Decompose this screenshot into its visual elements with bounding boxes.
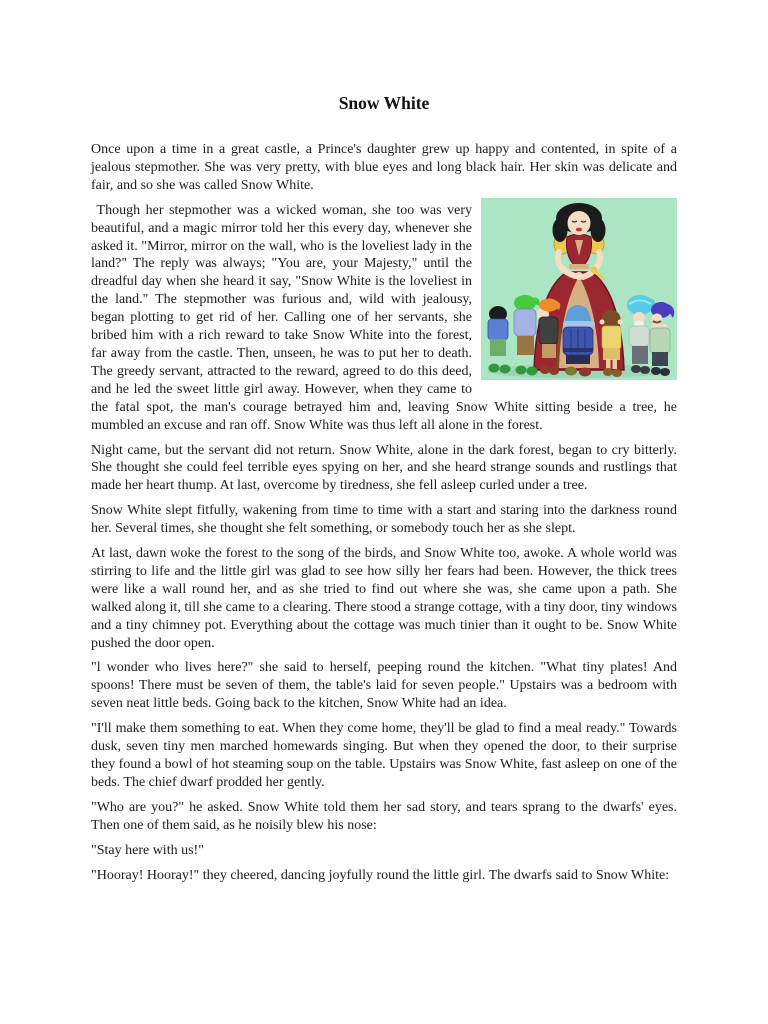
story-illustration-svg bbox=[481, 198, 677, 380]
story-paragraph-5: At last, dawn woke the forest to the song of the birds, and Snow White too, awoke. A whole world was stirring to life and the little girl was glad to see how silly her fears had been. However, the thick trees were like a wall round her, and as she tried to find out where she was, she came upon a path. She walked along it, till she came to a clearing. There stood a strange cottage, with a tiny door, tiny windows and a tiny chimney pot. Everything about the cottage was much tinier than it ought to be. Snow White pushed the door open. bbox=[91, 546, 677, 651]
snow-white-hair-left bbox=[553, 218, 568, 242]
snow-white-hair-right bbox=[591, 218, 606, 242]
story-paragraph-2: Though her stepmother was a wicked woman, she too was very beautiful, and a magic mirror told her this every day, whenever she asked it. "Mirror, mirror on the wall, who is the loveliest lady in the land?" The reply was always; "You are, your Majesty," until the dreadful day when she heard it say, "Snow White is the loveliest in the land." The stepmother was furious and, wild with jealousy, began plotting to get rid of her. Calling one of her servants, she bribed him with a rich reward to take Snow White into the forest, far away from the castle. Then, unseen, he was to put her to death. The greedy servant, attracted to the reward, agreed to do this deed, and he led the sweet little girl away. However, when they came to the fatal spot, the man's courage betrayed him and, leaving Snow White sitting beside a tree, he mumbled an excuse and ran off. Snow White was thus left all alone in the forest. bbox=[91, 202, 677, 433]
story-paragraph-9: "Stay here with us!" bbox=[91, 842, 204, 858]
story-paragraph-3: Night came, but the servant did not return. Snow White, alone in the dark forest, began to cry bitterly. She thought she could feel terrible eyes spying on her, and she heard strange sounds and rustlings that made her heart thump. At last, overcome by tiredness, she fell asleep curled under a tree. bbox=[91, 442, 677, 494]
story-paragraph-8: "Who are you?" he asked. Snow White told them her sad story, and tears sprang to the dwarfs' eyes. Then one of them said, as he noisily blew his nose: bbox=[91, 799, 677, 833]
story-paragraph-1: Once upon a time in a great castle, a Prince's daughter grew up happy and contented, in spite of a jealous stepmother. She was very pretty, with blue eyes and long black hair. Her skin was delicate and fair, and so she was called Snow White. bbox=[91, 142, 677, 193]
snow-white-mouth bbox=[576, 227, 582, 231]
story-paragraph-4: Snow White slept fitfully, wakening from time to time with a start and staring into the darkness round her. Several times, she thought she felt something, or somebody touch her as she slept. bbox=[91, 503, 677, 537]
story-paragraph-7: "I'll make them something to eat. When they come home, they'll be glad to find a meal ready." Towards dusk, seven tiny men marched homewards singing. But when they opened the door, to their surprise they found a bowl of hot steaming soup on the table. Upstairs was Snow White, fast asleep on one of the beds. The chief dwarf prodded her gently. bbox=[91, 721, 677, 790]
page-title: Snow White bbox=[338, 93, 430, 113]
story-paragraph-6: "l wonder who lives here?" she said to herself, peeping round the kitchen. "What tiny plates! And spoons! There must be seven of them, the table's laid for seven people." Upstairs was a bedroom with seven neat little beds. Going back to the kitchen, Snow White had an idea. bbox=[91, 660, 677, 712]
story-illustration bbox=[481, 198, 677, 380]
snow-white-sash bbox=[569, 264, 589, 269]
document-body bbox=[91, 141, 677, 884]
story-paragraph-10: "Hooray! Hooray!" they cheered, dancing joyfully round the little girl. The dwarfs said to Snow White: bbox=[91, 867, 670, 883]
snow-white-hands bbox=[575, 272, 583, 280]
